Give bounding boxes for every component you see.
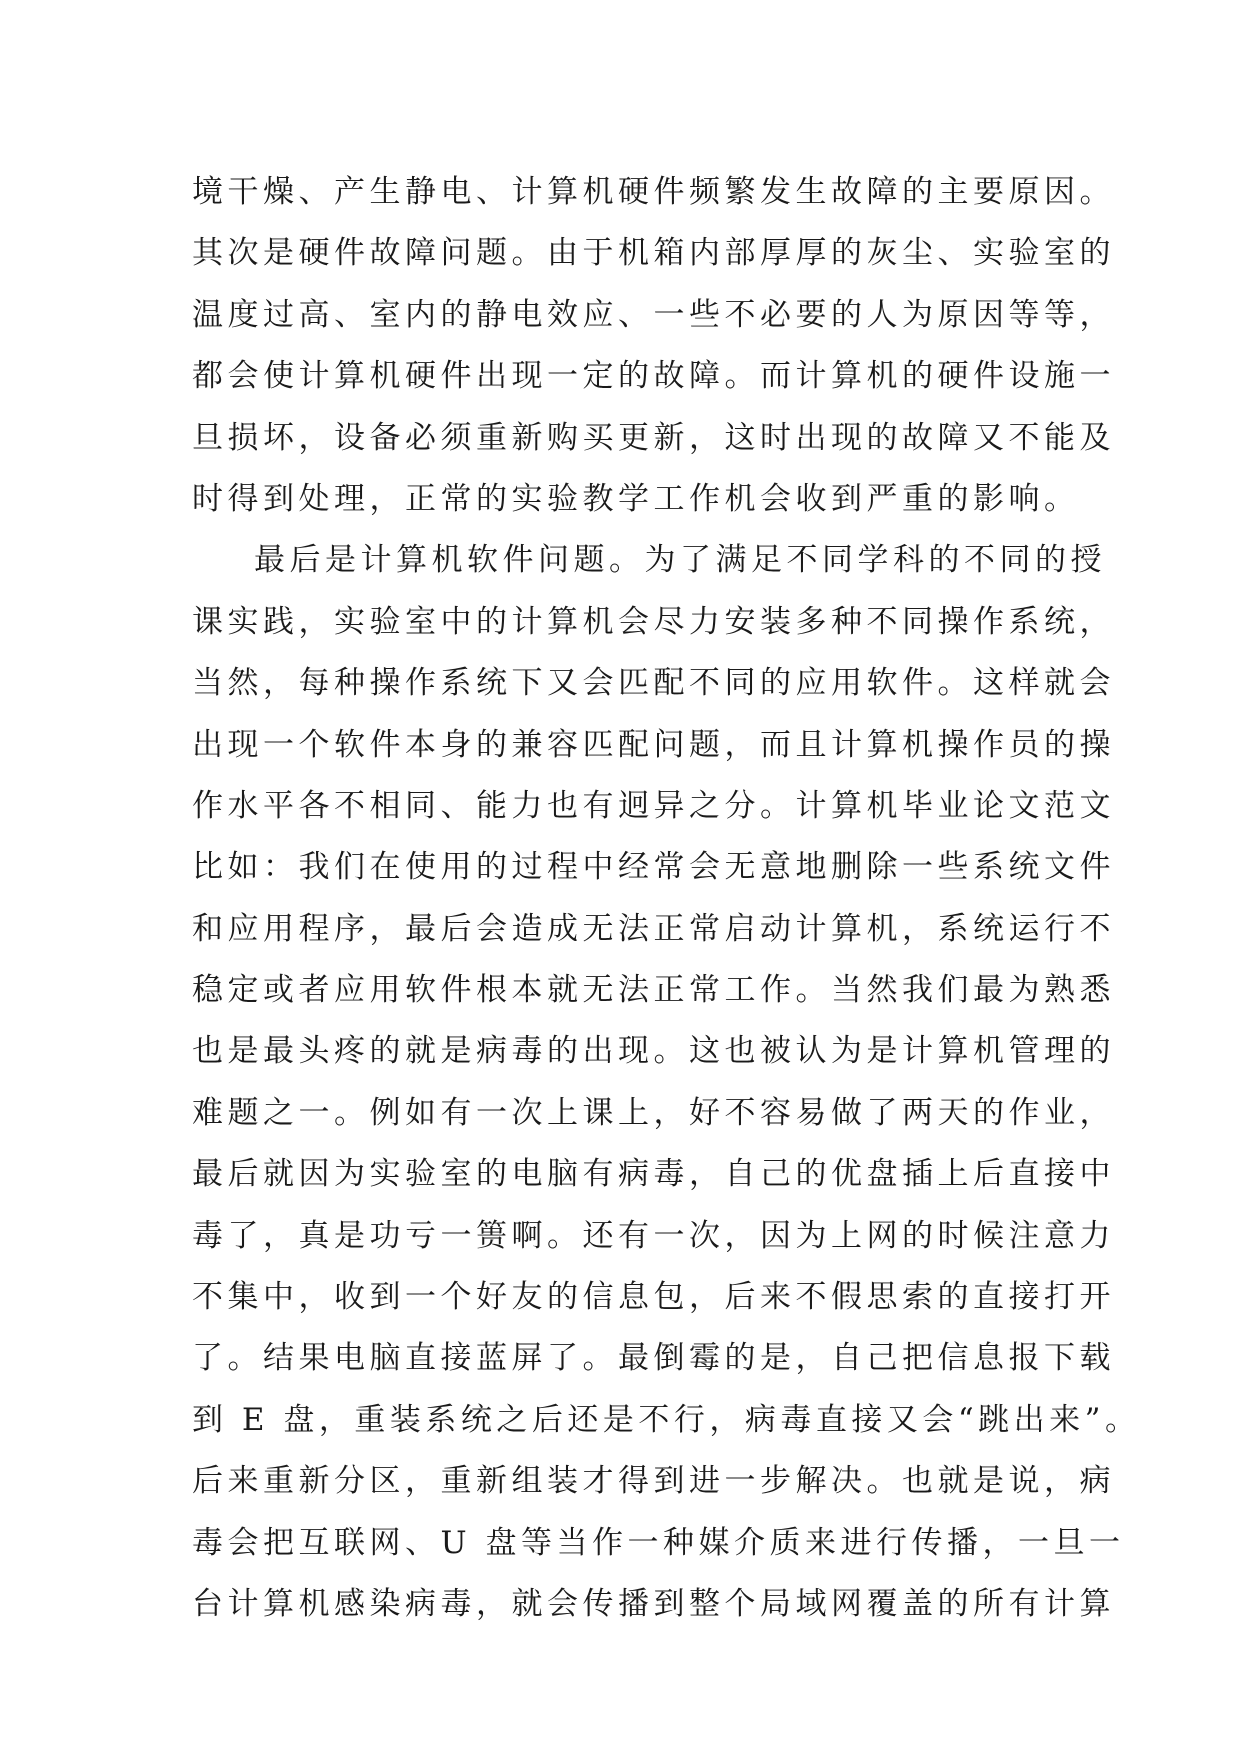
text-line: 最后是计算机软件问题。为了满足不同学科的不同的授: [254, 542, 1106, 579]
text-line: 最后就因为实验室的电脑有病毒，自己的优盘插上后直接中: [192, 1156, 1115, 1193]
text-line: 课实践，实验室中的计算机会尽力安装多种不同操作系统，: [192, 603, 1115, 640]
text-line: 作水平各不相同、能力也有迥异之分。计算机毕业论文范文: [192, 787, 1115, 824]
body-text: [192, 162, 1141, 1635]
text-line: 当然，每种操作系统下又会匹配不同的应用软件。这样就会: [192, 665, 1115, 702]
text-line: 时得到处理，正常的实验教学工作机会收到严重的影响。: [192, 480, 1080, 517]
text-line: 了。结果电脑直接蓝屏了。最倒霉的是，自己把信息报下载: [192, 1340, 1115, 1377]
text-line: 境干燥、产生静电、计算机硬件频繁发生故障的主要原因。: [192, 174, 1115, 210]
text-line: 稳定或者应用软件根本就无法正常工作。当然我们最为熟悉: [192, 972, 1115, 1009]
text-line: 毒了，真是功亏一篑啊。还有一次，因为上网的时候注意力: [192, 1217, 1115, 1254]
text-line: 难题之一。例如有一次上课上，好不容易做了两天的作业，: [192, 1094, 1115, 1131]
text-line: 温度过高、室内的静电效应、一些不必要的人为原因等等，: [192, 296, 1115, 333]
text-line: 旦损坏，设备必须重新购买更新，这时出现的故障又不能及: [192, 419, 1115, 456]
text-line: 到 E 盘，重装系统之后还是不行，病毒直接又会“跳出来”。: [192, 1401, 1141, 1438]
text-line: 不集中，收到一个好友的信息包，后来不假思索的直接打开: [192, 1279, 1115, 1316]
text-line: 和应用程序，最后会造成无法正常启动计算机，系统运行不: [192, 910, 1115, 947]
text-line: 比如：我们在使用的过程中经常会无意地删除一些系统文件: [192, 849, 1115, 886]
text-line: 台计算机感染病毒，就会传播到整个局域网覆盖的所有计算: [192, 1585, 1115, 1622]
text-line: 出现一个软件本身的兼容匹配问题，而且计算机操作员的操: [192, 726, 1115, 763]
text-line: 也是最头疼的就是病毒的出现。这也被认为是计算机管理的: [192, 1033, 1115, 1070]
text-line: 其次是硬件故障问题。由于机箱内部厚厚的灰尘、实验室的: [192, 235, 1115, 272]
text-line: 后来重新分区，重新组装才得到进一步解决。也就是说，病: [192, 1463, 1115, 1500]
text-line: 毒会把互联网、U 盘等当作一种媒介质来进行传播，一旦一: [192, 1524, 1125, 1561]
text-line: 都会使计算机硬件出现一定的故障。而计算机的硬件设施一: [192, 358, 1115, 395]
